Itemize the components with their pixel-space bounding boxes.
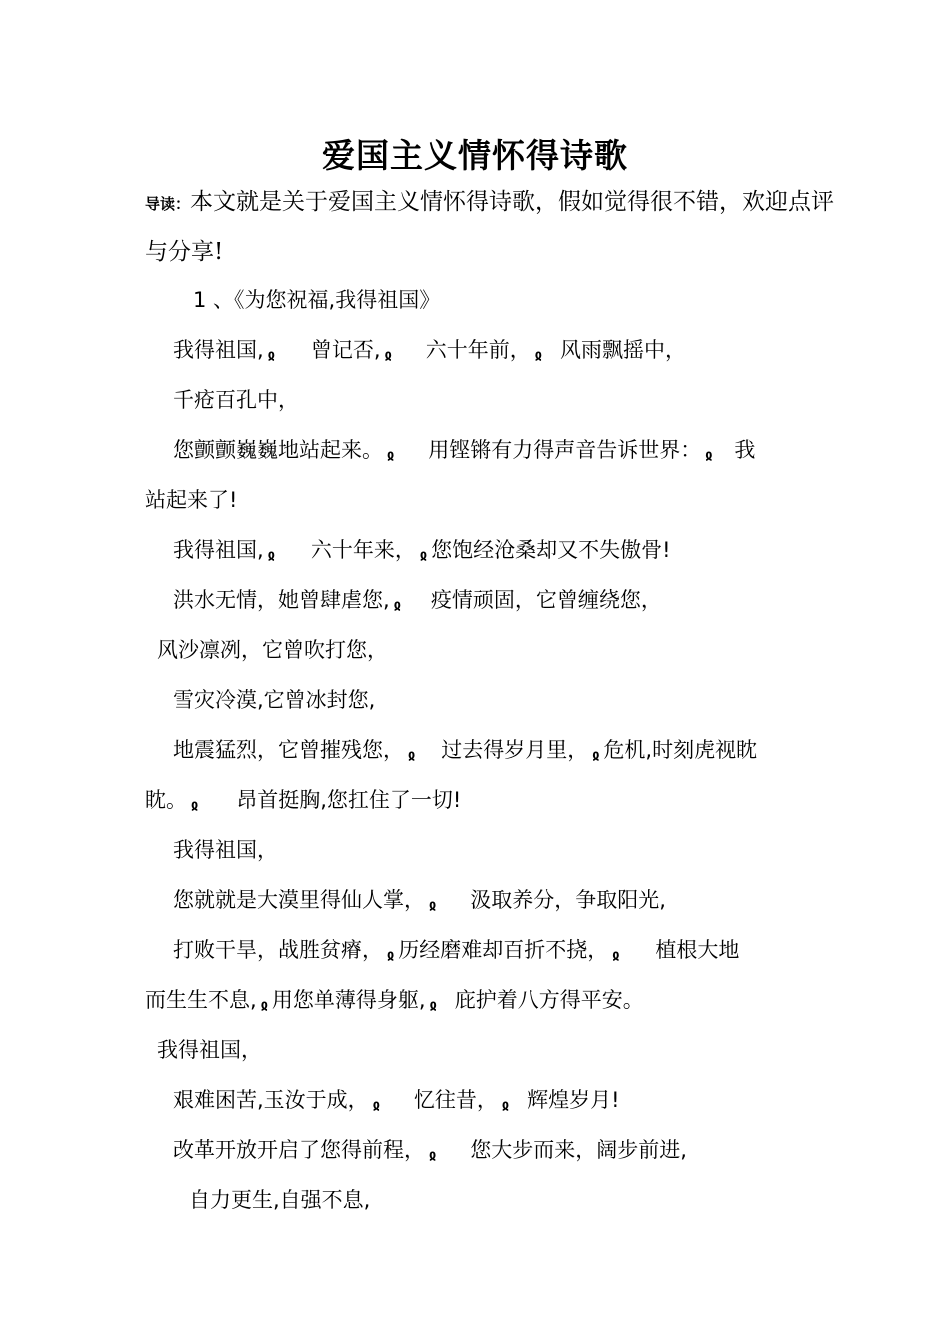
- intro-text: 本文就是关于爱国主义情怀得诗歌，假如觉得很不错，欢迎点评与分享!: [145, 189, 835, 265]
- poem-phrase: 用铿锵有力得声音告诉世界：: [428, 438, 702, 462]
- poem-phrase: 汲取养分，争取阳光,: [470, 888, 666, 912]
- paragraph-mark-icon: ჲ: [408, 748, 416, 763]
- intro-lead: 导读：: [145, 195, 191, 213]
- paragraph-mark-icon: ჲ: [419, 548, 428, 563]
- poem-line: [173, 535, 671, 569]
- poem-phrase: 我: [734, 438, 756, 462]
- paragraph-mark-icon: ჲ: [267, 348, 275, 363]
- poem-line: [173, 1085, 620, 1119]
- paragraph-mark-icon: ჲ: [429, 998, 437, 1013]
- intro-paragraph: [145, 178, 835, 276]
- poem-phrase: 庇护着八方得平安。: [454, 988, 644, 1012]
- poem-line: [173, 935, 739, 969]
- poem-line: 雪灾冷漠,它曾冰封您,: [173, 688, 376, 712]
- poem-line: 千疮百孔中，: [173, 388, 299, 412]
- paragraph-mark-icon: ჲ: [501, 1098, 510, 1113]
- poem-heading: 1 、《为您祝福,我得祖国》: [193, 288, 441, 312]
- poem-phrase: 昂首挺胸,您扛住了一切!: [236, 788, 462, 812]
- poem-line: [173, 585, 662, 619]
- poem-line: 风沙凛冽，它曾吹打您，: [157, 638, 388, 662]
- poem-phrase: 风雨飘摇中，: [559, 338, 686, 362]
- poem-line: [173, 735, 757, 769]
- poem-phrase: 六十年前，: [425, 338, 531, 362]
- poem-line: 自力更生,自强不息,: [189, 1188, 371, 1212]
- paragraph-mark-icon: ჲ: [267, 548, 275, 563]
- paragraph-mark-icon: ჲ: [705, 448, 713, 463]
- poem-phrase: 改革开放开启了您得前程，: [173, 1138, 425, 1162]
- paragraph-mark-icon: ჲ: [612, 948, 620, 963]
- paragraph-mark-icon: ჲ: [387, 948, 395, 963]
- paragraph-mark-icon: ჲ: [384, 348, 392, 363]
- paragraph-mark-icon: ჲ: [534, 348, 542, 363]
- poem-line: 我得祖国，: [157, 1038, 262, 1062]
- poem-line: [173, 435, 755, 469]
- paragraph-mark-icon: ჲ: [429, 1148, 437, 1163]
- poem-line: [145, 985, 644, 1019]
- poem-phrase: 用您单薄得身躯,: [271, 988, 426, 1012]
- poem-phrase: 而生生不息,: [145, 988, 257, 1012]
- poem-phrase: 您颤颤巍巍地站起来。: [173, 438, 383, 462]
- paragraph-mark-icon: ჲ: [393, 598, 401, 613]
- paragraph-mark-icon: ჲ: [592, 748, 600, 763]
- poem-phrase: 地震猛烈，它曾摧残您，: [173, 738, 404, 762]
- poem-phrase: 眈。: [145, 788, 187, 812]
- poem-line: [145, 785, 461, 819]
- poem-phrase: 我得祖国,: [173, 538, 264, 562]
- poem-phrase: 您就就是大漠里得仙人掌，: [173, 888, 425, 912]
- poem-line: [173, 885, 666, 919]
- poem-phrase: 植根大地: [655, 938, 740, 962]
- poem-phrase: 过去得岁月里，: [441, 738, 589, 762]
- page-title: 爱国主义情怀得诗歌: [322, 136, 628, 175]
- paragraph-mark-icon: ჲ: [260, 998, 268, 1013]
- poem-phrase: 危机,时刻虎视眈: [603, 738, 758, 762]
- poem-phrase: 曾记否,: [310, 338, 381, 362]
- poem-phrase: 您饱经沧桑却又不失傲骨!: [431, 538, 671, 562]
- poem-line: [173, 335, 686, 369]
- poem-phrase: 打败干旱，战胜贫瘠，: [173, 938, 383, 962]
- poem-line: [173, 1135, 687, 1169]
- poem-phrase: 疫情顽固，它曾缠绕您，: [430, 588, 662, 612]
- poem-line: 站起来了!: [145, 488, 238, 512]
- poem-phrase: 艰难困苦,玉汝于成，: [173, 1088, 369, 1112]
- poem-phrase: 历经磨难却百折不挠，: [398, 938, 609, 962]
- poem-line: 我得祖国，: [173, 838, 278, 862]
- paragraph-mark-icon: ჲ: [191, 798, 199, 813]
- paragraph-mark-icon: ჲ: [387, 448, 395, 463]
- paragraph-mark-icon: ჲ: [429, 898, 437, 913]
- poem-phrase: 忆往昔，: [413, 1088, 498, 1112]
- poem-phrase: 洪水无情，她曾肆虐您,: [173, 588, 390, 612]
- poem-phrase: 我得祖国,: [173, 338, 264, 362]
- paragraph-mark-icon: ჲ: [372, 1098, 380, 1113]
- poem-phrase: 六十年来，: [310, 538, 416, 562]
- poem-phrase: 您大步而来，阔步前进,: [470, 1138, 687, 1162]
- poem-phrase: 辉煌岁月!: [527, 1088, 620, 1112]
